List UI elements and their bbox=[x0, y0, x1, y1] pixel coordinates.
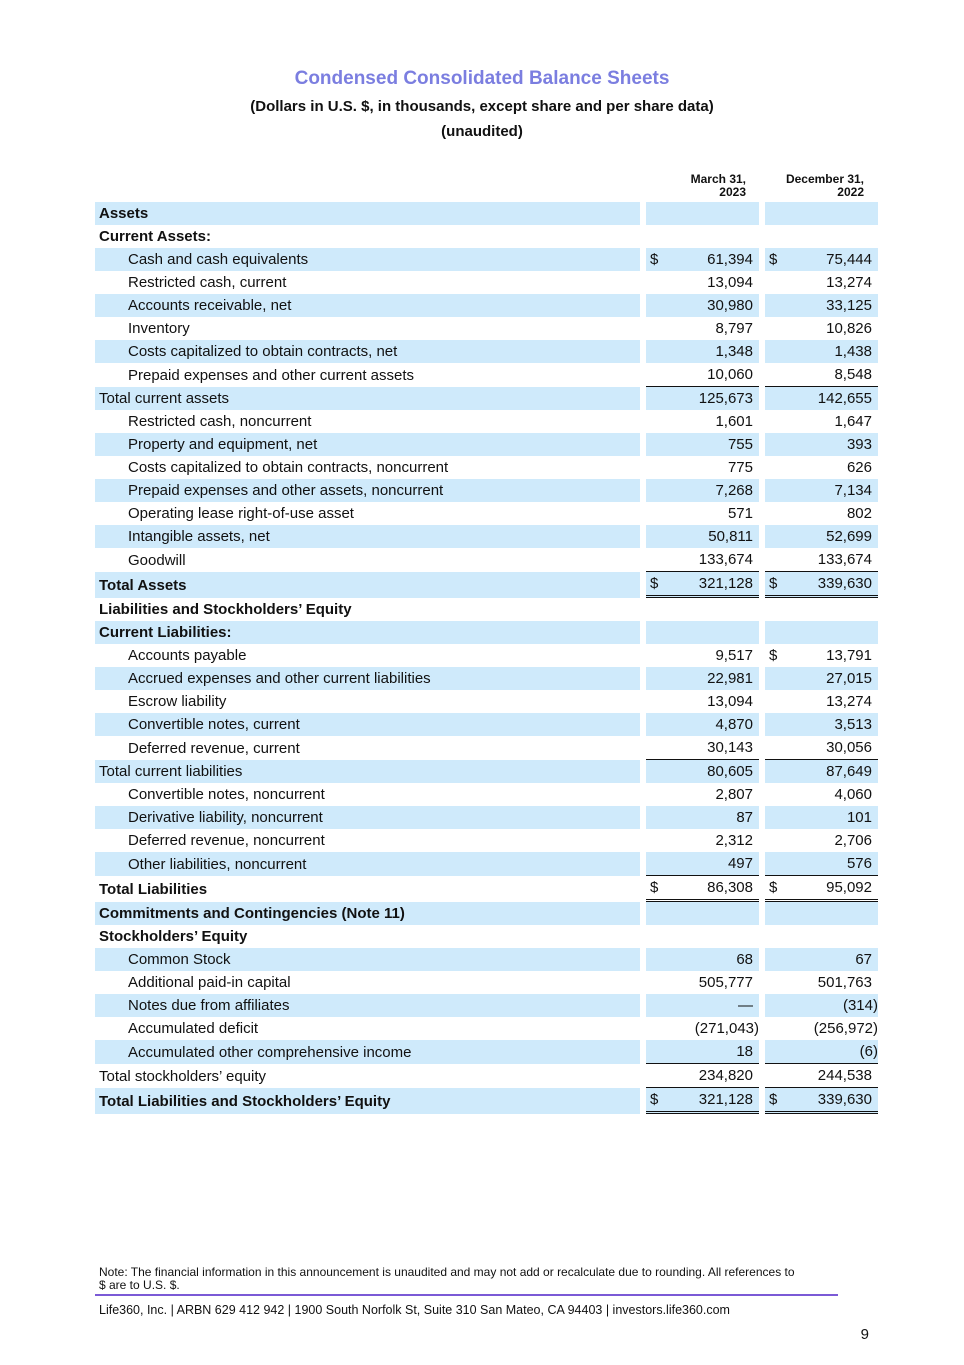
currency-symbol: $ bbox=[769, 251, 778, 268]
column-header-march-2023 bbox=[636, 173, 746, 199]
row-label: Costs capitalized to obtain contracts, noncurrent bbox=[128, 459, 449, 476]
value-december-2022 bbox=[765, 248, 878, 271]
cell-value: 125,673 bbox=[698, 390, 753, 407]
table-row bbox=[95, 994, 878, 1017]
value-december-2022 bbox=[765, 433, 878, 456]
value-march-2023 bbox=[646, 713, 759, 736]
balance-sheet-body bbox=[95, 202, 878, 1114]
table-row bbox=[95, 271, 878, 294]
table-row bbox=[95, 621, 878, 644]
cell-value: 10,826 bbox=[826, 320, 872, 337]
cell-value: 142,655 bbox=[817, 390, 872, 407]
cell-value: 13,274 bbox=[826, 274, 872, 291]
cell-value: 33,125 bbox=[826, 297, 872, 314]
table-row bbox=[95, 829, 878, 852]
currency-symbol: $ bbox=[769, 1091, 778, 1108]
row-label: Total current liabilities bbox=[95, 760, 640, 783]
cell-value: 50,811 bbox=[708, 528, 753, 545]
value-december-2022 bbox=[765, 667, 878, 690]
row-label: Total Liabilities and Stockholders’ Equity bbox=[95, 1088, 640, 1114]
cell-value: 8,797 bbox=[715, 320, 753, 337]
row-label: Prepaid expenses and other current assets bbox=[128, 366, 415, 384]
value-december-2022 bbox=[765, 829, 878, 852]
cell-value: 2,706 bbox=[834, 832, 872, 849]
value-march-2023 bbox=[646, 806, 759, 829]
currency-symbol: $ bbox=[650, 575, 659, 592]
value-december-2022 bbox=[765, 387, 878, 410]
column-header-line: March 31, bbox=[690, 172, 746, 186]
page-title: Condensed Consolidated Balance Sheets bbox=[294, 68, 670, 89]
table-row bbox=[95, 1088, 878, 1114]
value-march-2023 bbox=[646, 925, 759, 948]
row-label: Total stockholders’ equity bbox=[99, 1067, 267, 1085]
cell-value: 3,513 bbox=[834, 716, 872, 733]
row-label: Notes due from affiliates bbox=[95, 994, 640, 1017]
table-row bbox=[95, 340, 878, 363]
value-december-2022 bbox=[765, 971, 878, 994]
table-row bbox=[95, 852, 878, 876]
row-label: Total Liabilities bbox=[99, 880, 208, 898]
table-row bbox=[95, 387, 878, 410]
table-row bbox=[95, 806, 878, 829]
cell-value: 234,820 bbox=[698, 1067, 753, 1084]
table-row bbox=[95, 1064, 878, 1088]
table-row bbox=[95, 1017, 878, 1040]
value-march-2023 bbox=[646, 248, 759, 271]
row-label: Deferred revenue, noncurrent bbox=[128, 832, 325, 849]
row-label: Current Assets: bbox=[99, 228, 211, 245]
cell-value: 30,980 bbox=[707, 297, 753, 314]
value-december-2022 bbox=[765, 525, 878, 548]
value-december-2022 bbox=[765, 502, 878, 525]
value-december-2022 bbox=[765, 225, 878, 248]
cell-value: 244,538 bbox=[817, 1067, 872, 1084]
cell-value: 1,601 bbox=[715, 413, 753, 430]
currency-symbol: $ bbox=[650, 251, 659, 268]
value-march-2023 bbox=[646, 410, 759, 433]
cell-value: 505,777 bbox=[698, 974, 753, 991]
cell-value: 101 bbox=[846, 809, 872, 826]
value-march-2023 bbox=[646, 363, 759, 387]
cell-value: 2,312 bbox=[715, 832, 753, 849]
value-december-2022 bbox=[765, 644, 878, 667]
cell-value: 339,630 bbox=[817, 1091, 872, 1108]
cell-value: 10,060 bbox=[707, 366, 753, 383]
currency-symbol: $ bbox=[769, 647, 778, 664]
column-header-line: 2023 bbox=[719, 185, 746, 199]
cell-value: 393 bbox=[846, 436, 872, 453]
cell-value: 67 bbox=[855, 951, 872, 968]
cell-value: 13,274 bbox=[826, 693, 872, 710]
cell-value: 133,674 bbox=[817, 551, 872, 568]
table-row bbox=[95, 598, 878, 621]
table-row bbox=[95, 248, 878, 271]
row-label: Deferred revenue, current bbox=[128, 739, 300, 757]
value-march-2023 bbox=[646, 852, 759, 876]
row-label: Common Stock bbox=[95, 948, 640, 971]
value-december-2022 bbox=[765, 852, 878, 876]
cell-value: (314) bbox=[842, 997, 878, 1014]
value-march-2023 bbox=[646, 783, 759, 806]
value-december-2022 bbox=[765, 876, 878, 902]
cell-value: 4,870 bbox=[715, 716, 753, 733]
currency-symbol: $ bbox=[650, 879, 659, 896]
value-december-2022 bbox=[765, 1088, 878, 1114]
row-label: Stockholders’ Equity bbox=[99, 928, 248, 945]
cell-value: 339,630 bbox=[817, 575, 872, 592]
cell-value: 501,763 bbox=[817, 974, 872, 991]
table-row bbox=[95, 690, 878, 713]
table-row bbox=[95, 456, 878, 479]
cell-value: 1,438 bbox=[834, 343, 872, 360]
page-subtitle: (Dollars in U.S. $, in thousands, except share and per share data) bbox=[250, 98, 714, 115]
table-row bbox=[95, 548, 878, 572]
cell-value: 9,517 bbox=[715, 647, 753, 664]
value-march-2023 bbox=[646, 340, 759, 363]
value-march-2023 bbox=[646, 736, 759, 760]
cell-value: 61,394 bbox=[707, 251, 753, 268]
row-label: Accumulated other comprehensive income bbox=[95, 1040, 640, 1064]
value-march-2023 bbox=[646, 271, 759, 294]
value-december-2022 bbox=[765, 713, 878, 736]
value-december-2022 bbox=[765, 271, 878, 294]
value-december-2022 bbox=[765, 948, 878, 971]
cell-value: 87 bbox=[736, 809, 753, 826]
cell-value: 321,128 bbox=[698, 1091, 753, 1108]
footer-divider bbox=[95, 1294, 838, 1296]
value-march-2023 bbox=[646, 479, 759, 502]
row-label: Additional paid-in capital bbox=[128, 974, 291, 991]
row-label: Commitments and Contingencies (Note 11) bbox=[95, 902, 640, 925]
row-label: Other liabilities, noncurrent bbox=[95, 852, 640, 876]
value-december-2022 bbox=[765, 294, 878, 317]
value-march-2023 bbox=[646, 502, 759, 525]
row-label: Intangible assets, net bbox=[95, 525, 640, 548]
cell-value: 13,791 bbox=[826, 647, 872, 664]
cell-value: 27,015 bbox=[826, 670, 872, 687]
value-march-2023 bbox=[646, 1088, 759, 1114]
value-march-2023 bbox=[646, 294, 759, 317]
value-december-2022 bbox=[765, 479, 878, 502]
cell-value: 576 bbox=[846, 855, 872, 872]
cell-value: 86,308 bbox=[707, 879, 753, 896]
cell-value: 321,128 bbox=[698, 575, 753, 592]
cell-value: 775 bbox=[727, 459, 753, 476]
value-march-2023 bbox=[646, 667, 759, 690]
cell-value: 802 bbox=[846, 505, 872, 522]
table-row bbox=[95, 783, 878, 806]
footnote: Note: The financial information in this announcement is unaudited and may not add or recalculate due to rounding. All references to $ are to U.S. $. bbox=[99, 1265, 795, 1292]
value-december-2022 bbox=[765, 548, 878, 572]
cell-value: (6) bbox=[859, 1043, 878, 1060]
table-row bbox=[95, 225, 878, 248]
cell-value: 22,981 bbox=[707, 670, 753, 687]
value-december-2022 bbox=[765, 572, 878, 598]
cell-value: 626 bbox=[846, 459, 872, 476]
table-row bbox=[95, 294, 878, 317]
table-row bbox=[95, 479, 878, 502]
value-march-2023 bbox=[646, 876, 759, 902]
row-label: Operating lease right-of-use asset bbox=[128, 505, 354, 522]
value-march-2023 bbox=[646, 225, 759, 248]
column-header-line: December 31, bbox=[785, 172, 864, 186]
value-december-2022 bbox=[765, 760, 878, 783]
row-label: Liabilities and Stockholders’ Equity bbox=[99, 601, 352, 618]
cell-value: 8,548 bbox=[834, 366, 872, 383]
cell-value: 30,056 bbox=[826, 739, 872, 756]
row-label: Accrued expenses and other current liabilities bbox=[95, 667, 640, 690]
row-label: Assets bbox=[95, 202, 640, 225]
cell-value: (271,043) bbox=[694, 1020, 759, 1037]
table-row bbox=[95, 644, 878, 667]
row-label: Costs capitalized to obtain contracts, net bbox=[95, 340, 640, 363]
cell-value: 30,143 bbox=[707, 739, 753, 756]
row-label: Accumulated deficit bbox=[128, 1020, 259, 1037]
currency-symbol: $ bbox=[650, 1091, 659, 1108]
value-march-2023 bbox=[646, 902, 759, 925]
cell-value: 13,094 bbox=[707, 693, 753, 710]
table-row bbox=[95, 410, 878, 433]
value-december-2022 bbox=[765, 598, 878, 621]
value-december-2022 bbox=[765, 363, 878, 387]
currency-symbol: $ bbox=[769, 879, 778, 896]
cell-value: 87,649 bbox=[826, 763, 872, 780]
row-label: Current Liabilities: bbox=[95, 621, 640, 644]
row-label: Accounts payable bbox=[128, 647, 247, 664]
value-march-2023 bbox=[646, 572, 759, 598]
value-december-2022 bbox=[765, 1040, 878, 1064]
row-label: Total current assets bbox=[95, 387, 640, 410]
page-number: 9 bbox=[860, 1326, 869, 1343]
table-row bbox=[95, 713, 878, 736]
value-march-2023 bbox=[646, 760, 759, 783]
value-december-2022 bbox=[765, 806, 878, 829]
cell-value: 497 bbox=[727, 855, 753, 872]
cell-value: 95,092 bbox=[826, 879, 872, 896]
value-march-2023 bbox=[646, 1064, 759, 1088]
cell-value: 4,060 bbox=[834, 786, 872, 803]
row-label: Prepaid expenses and other assets, noncurrent bbox=[95, 479, 640, 502]
row-label: Total Assets bbox=[95, 572, 640, 598]
table-row bbox=[95, 760, 878, 783]
cell-value: 133,674 bbox=[698, 551, 753, 568]
value-march-2023 bbox=[646, 202, 759, 225]
column-header-december-2022 bbox=[755, 173, 864, 199]
value-march-2023 bbox=[646, 948, 759, 971]
cell-value: 2,807 bbox=[715, 786, 753, 803]
cell-value: 571 bbox=[727, 505, 753, 522]
value-march-2023 bbox=[646, 548, 759, 572]
value-march-2023 bbox=[646, 690, 759, 713]
cell-value: 75,444 bbox=[826, 251, 872, 268]
balance-sheet-table bbox=[95, 202, 878, 1114]
cell-value: (256,972) bbox=[813, 1020, 878, 1037]
value-december-2022 bbox=[765, 317, 878, 340]
row-label: Property and equipment, net bbox=[95, 433, 640, 456]
table-row bbox=[95, 667, 878, 690]
cell-value: 80,605 bbox=[707, 763, 753, 780]
table-row bbox=[95, 736, 878, 760]
value-march-2023 bbox=[646, 994, 759, 1017]
page-subtitle-unaudited: (unaudited) bbox=[441, 123, 523, 140]
value-march-2023 bbox=[646, 598, 759, 621]
value-march-2023 bbox=[646, 829, 759, 852]
cell-value: 755 bbox=[727, 436, 753, 453]
value-march-2023 bbox=[646, 1040, 759, 1064]
cell-value: 1,348 bbox=[715, 343, 753, 360]
table-row bbox=[95, 363, 878, 387]
cell-value: 7,134 bbox=[834, 482, 872, 499]
table-row bbox=[95, 433, 878, 456]
table-row bbox=[95, 525, 878, 548]
value-march-2023 bbox=[646, 525, 759, 548]
column-header-line: 2022 bbox=[837, 185, 864, 199]
value-december-2022 bbox=[765, 1017, 878, 1040]
cell-value: — bbox=[738, 997, 753, 1014]
cell-value: 1,647 bbox=[834, 413, 872, 430]
value-march-2023 bbox=[646, 621, 759, 644]
value-december-2022 bbox=[765, 902, 878, 925]
value-december-2022 bbox=[765, 1064, 878, 1088]
value-december-2022 bbox=[765, 456, 878, 479]
value-march-2023 bbox=[646, 433, 759, 456]
row-label: Derivative liability, noncurrent bbox=[95, 806, 640, 829]
company-footer: Life360, Inc. | ARBN 629 412 942 | 1900 South Norfolk St, Suite 310 San Mateo, CA 94403 | investors.life360.com bbox=[99, 1303, 730, 1317]
row-label: Goodwill bbox=[128, 551, 186, 569]
cell-value: 18 bbox=[736, 1043, 753, 1060]
value-march-2023 bbox=[646, 317, 759, 340]
value-march-2023 bbox=[646, 644, 759, 667]
row-label: Inventory bbox=[128, 320, 190, 337]
table-row bbox=[95, 572, 878, 598]
value-december-2022 bbox=[765, 340, 878, 363]
value-march-2023 bbox=[646, 1017, 759, 1040]
cell-value: 7,268 bbox=[715, 482, 753, 499]
value-march-2023 bbox=[646, 387, 759, 410]
cell-value: 13,094 bbox=[707, 274, 753, 291]
table-row bbox=[95, 317, 878, 340]
table-row bbox=[95, 902, 878, 925]
value-december-2022 bbox=[765, 690, 878, 713]
value-december-2022 bbox=[765, 736, 878, 760]
value-march-2023 bbox=[646, 971, 759, 994]
row-label: Restricted cash, current bbox=[128, 274, 287, 291]
table-row bbox=[95, 876, 878, 902]
table-row bbox=[95, 948, 878, 971]
cell-value: 52,699 bbox=[826, 528, 872, 545]
row-label: Convertible notes, noncurrent bbox=[128, 786, 325, 803]
value-march-2023 bbox=[646, 456, 759, 479]
cell-value: 68 bbox=[736, 951, 753, 968]
currency-symbol: $ bbox=[769, 575, 778, 592]
table-row bbox=[95, 971, 878, 994]
row-label: Accounts receivable, net bbox=[95, 294, 640, 317]
value-december-2022 bbox=[765, 410, 878, 433]
table-row bbox=[95, 202, 878, 225]
value-december-2022 bbox=[765, 925, 878, 948]
row-label: Cash and cash equivalents bbox=[95, 248, 640, 271]
row-label: Escrow liability bbox=[128, 693, 227, 710]
table-row bbox=[95, 1040, 878, 1064]
row-label: Restricted cash, noncurrent bbox=[128, 413, 312, 430]
table-row bbox=[95, 925, 878, 948]
row-label: Convertible notes, current bbox=[95, 713, 640, 736]
table-row bbox=[95, 502, 878, 525]
value-december-2022 bbox=[765, 783, 878, 806]
value-december-2022 bbox=[765, 994, 878, 1017]
value-december-2022 bbox=[765, 202, 878, 225]
value-december-2022 bbox=[765, 621, 878, 644]
